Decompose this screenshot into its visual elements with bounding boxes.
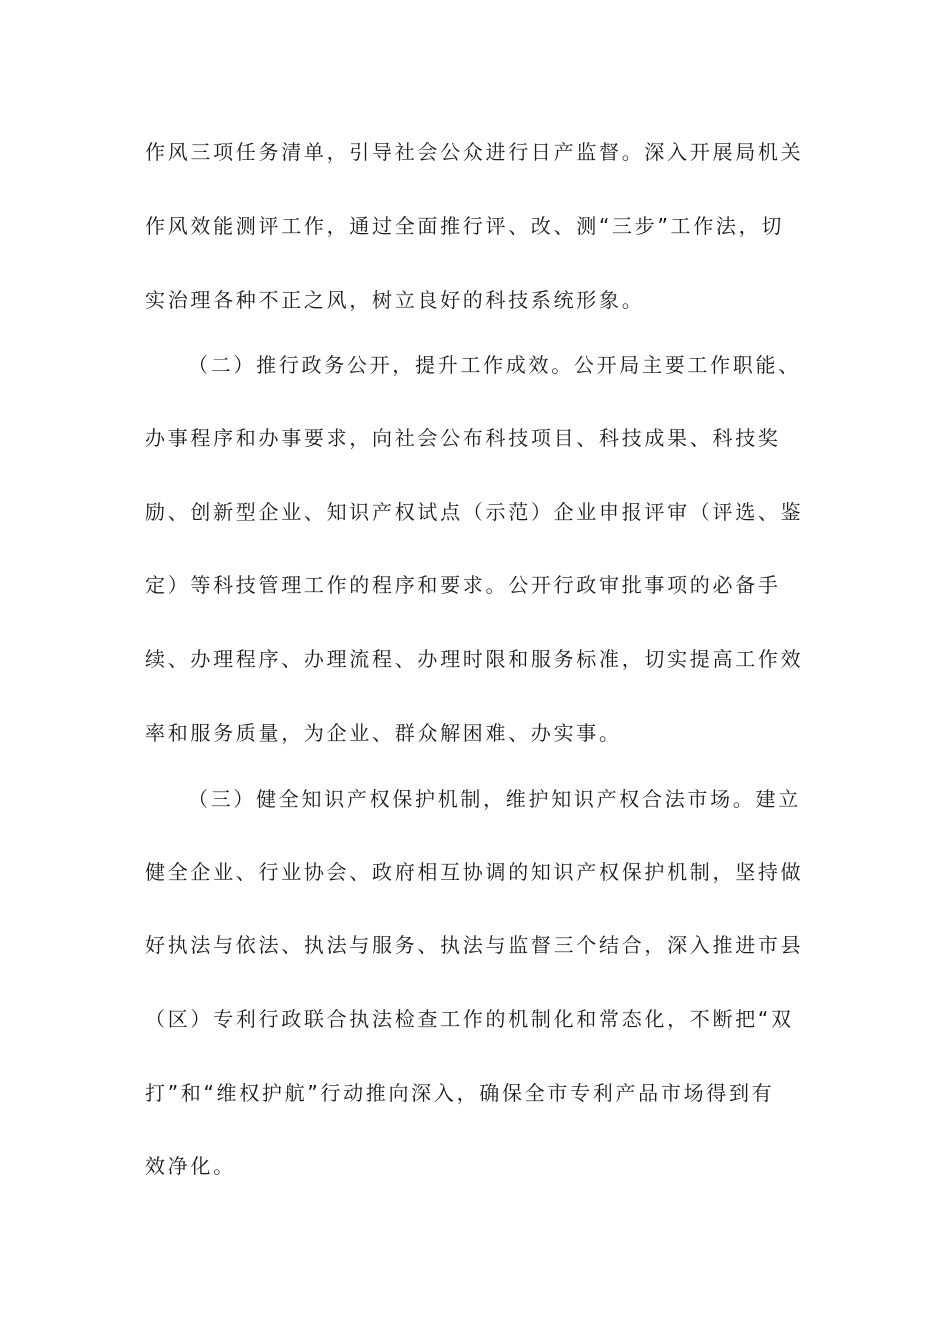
paragraph-line: 效净化。 [145,1154,236,1178]
paragraph-line: （二）推行政务公开，提升工作成效。公开局主要工作职能、 [188,353,801,377]
paragraph-line: 作风效能测评工作，通过全面推行评、改、测“三步”工作法，切 [145,214,785,238]
paragraph-line: （区）专利行政联合执法检查工作的机制化和常态化，不断把“双 [145,1007,794,1031]
paragraph-line: 实治理各种不正之风，树立良好的科技系统形象。 [145,288,645,312]
paragraph-line: 率和服务质量，为企业、群众解困难、办实事。 [145,721,622,745]
paragraph-line: 打”和“维权护航”行动推向深入，确保全市专利产品市场得到有 [145,1081,775,1105]
paragraph-line: 作风三项任务清单，引导社会公众进行日产监督。深入开展局机关 [145,140,804,164]
paragraph-line: （三）健全知识产权保护机制，维护知识产权合法市场。建立 [188,787,801,811]
paragraph-line: 办事程序和办事要求，向社会公布科技项目、科技成果、科技奖 [145,426,781,450]
paragraph-line: 健全企业、行业协会、政府相互协调的知识产权保护机制，坚持做 [145,860,804,884]
paragraph-line: 励、创新型企业、知识产权试点（示范）企业申报评审（评选、鉴 [145,500,804,524]
paragraph-line: 好执法与依法、执法与服务、执法与监督三个结合，深入推进市县 [145,933,804,957]
paragraph-line: 定）等科技管理工作的程序和要求。公开行政审批事项的必备手 [145,573,781,597]
paragraph-line: 续、办理程序、办理流程、办理时限和服务标准，切实提高工作效 [145,647,804,671]
